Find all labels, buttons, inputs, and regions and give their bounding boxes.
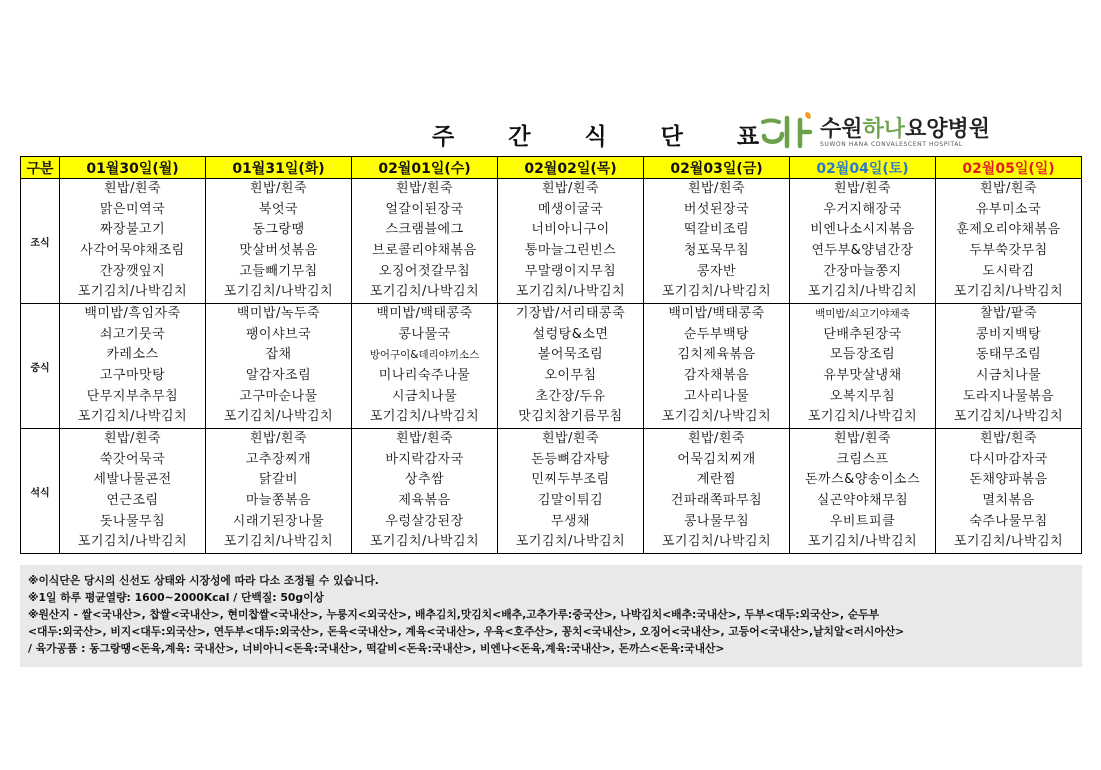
- menu-item: 포기김치/나박김치: [77, 409, 188, 425]
- menu-item: 포기김치/나박김치: [807, 284, 918, 300]
- menu-item: 우거지해장국: [823, 201, 902, 217]
- menu-item: 포기김치/나박김치: [369, 409, 480, 425]
- note-line: <대두:외국산>, 비지<대두:외국산>, 연두부<대두:외국산>, 돈육<국내산>, 계육<국내산>, 우육<호주산>, 꽁치<국내산>, 오징어<국내산>, 고등어<국내산>,날치알<러시아산>: [28, 625, 905, 638]
- menu-item: 시래기된장나물: [232, 513, 325, 529]
- menu-item: 청포묵무침: [683, 242, 750, 258]
- menu-item: 포기김치/나박김치: [515, 284, 626, 300]
- menu-item: 우비트피클: [829, 513, 896, 529]
- menu-item: 오복지무침: [829, 388, 896, 404]
- note-line: ※원산지 - 쌀<국내산>, 찹쌀<국내산>, 현미찹쌀<국내산>, 누룽지<외국산>, 배추김치,맛김치<배추,고추가루:중국산>, 나박김치<배추:국내산>, 두부<대두:외국산>, 순두부: [28, 608, 880, 621]
- header-day: 02월02일(목): [498, 157, 644, 179]
- menu-item: 포기김치/나박김치: [661, 534, 772, 550]
- menu-item: 포기김치/나박김치: [77, 284, 188, 300]
- header-day: 02월04일(토): [790, 157, 936, 179]
- menu-item: 버섯된장국: [683, 201, 750, 217]
- menu-item: 카레소스: [106, 347, 159, 363]
- menu-cell: [206, 304, 352, 429]
- menu-item: 돈등뼈감자탕: [531, 451, 610, 467]
- meal-row: [21, 179, 1082, 304]
- menu-cell: [498, 304, 644, 429]
- header-day: 01월31일(화): [206, 157, 352, 179]
- menu-item: 사각어묵야채조림: [80, 242, 185, 258]
- menu-item: 두부쑥갓무침: [969, 242, 1048, 258]
- menu-item: 흰밥/흰죽: [541, 181, 600, 196]
- notes-panel: [20, 565, 1082, 667]
- menu-item: 흰밥/흰죽: [395, 181, 454, 196]
- menu-item: 흰밥/흰죽: [103, 431, 162, 446]
- menu-cell: [936, 179, 1082, 304]
- menu-item: 상추쌈: [404, 472, 445, 488]
- menu-cell: [644, 429, 790, 554]
- header-gubun: 구분: [21, 157, 60, 179]
- hana-logo-icon: [760, 110, 816, 150]
- menu-item: 콩나물무침: [683, 513, 750, 529]
- menu-item: 포기김치/나박김치: [807, 409, 918, 425]
- menu-item: 흰밥/흰죽: [541, 431, 600, 446]
- menu-item: 브로콜리야채볶음: [372, 242, 477, 258]
- menu-cell: [60, 429, 206, 554]
- menu-item: 연두부&양념간장: [811, 242, 914, 258]
- menu-item: 미나리숙주나물: [378, 367, 471, 383]
- note-line: / 육가공품 : 동그랑땡<돈육,계육: 국내산>, 너비아니<돈육:국내산>, 떡갈비<돈육:국내산>, 비엔나<돈육,계육:국내산>, 돈까스<돈육:국내산>: [28, 642, 725, 655]
- menu-item: 통마늘그린빈스: [524, 242, 617, 258]
- menu-item: 너비아니구이: [531, 222, 610, 238]
- menu-item: 닭갈비: [258, 472, 299, 488]
- menu-item: 메생이굴국: [537, 201, 604, 217]
- menu-item: 고구마맛탕: [99, 367, 166, 383]
- menu-cell: [206, 429, 352, 554]
- note-line: ※이식단은 당시의 신선도 상태와 시장성에 따라 다소 조정될 수 있습니다.: [28, 574, 379, 587]
- header-day: 02월03일(금): [644, 157, 790, 179]
- menu-item: 순두부백탕: [683, 326, 750, 342]
- menu-item: 백미밥/백태콩죽: [668, 306, 765, 321]
- menu-item: 바지락감자국: [385, 451, 464, 467]
- menu-item: 도시락김: [982, 263, 1035, 279]
- menu-item: 훈제오리야채볶음: [956, 222, 1061, 238]
- menu-item: 흰밥/흰죽: [687, 431, 746, 446]
- menu-item: 포기김치/나박김치: [223, 409, 334, 425]
- menu-item: 도라지나물볶음: [962, 388, 1055, 404]
- menu-item: 건파래쪽파무침: [670, 492, 763, 508]
- menu-item: 동태무조림: [975, 347, 1042, 363]
- menu-item: 포기김치/나박김치: [953, 284, 1064, 300]
- menu-item: 동그랑땡: [252, 222, 305, 238]
- menu-item: 실곤약야채무침: [816, 492, 909, 508]
- menu-item: 고추장찌개: [245, 451, 312, 467]
- menu-cell: [352, 179, 498, 304]
- menu-item: 다시마감자국: [969, 451, 1048, 467]
- meal-label: 석식: [21, 429, 60, 554]
- menu-item: 알감자조림: [245, 367, 312, 383]
- menu-item: 민찌두부조림: [531, 472, 610, 488]
- menu-cell: [936, 429, 1082, 554]
- menu-item: 스크램블에그: [385, 222, 464, 238]
- menu-item: 고사리나물: [683, 388, 750, 404]
- menu-item: 떡갈비조림: [683, 222, 750, 238]
- menu-item: 방어구이&데리야끼소스: [369, 349, 480, 362]
- menu-item: 쇠고기뭇국: [99, 326, 166, 342]
- menu-item: 포기김치/나박김치: [661, 409, 772, 425]
- menu-cell: [498, 429, 644, 554]
- menu-cell: [790, 304, 936, 429]
- menu-item: 맛김치참기름무침: [518, 409, 623, 425]
- meal-row: [21, 429, 1082, 554]
- menu-item: 쑥갓어묵국: [99, 451, 166, 467]
- menu-cell: [206, 179, 352, 304]
- menu-cell: [498, 179, 644, 304]
- menu-cell: [352, 304, 498, 429]
- menu-item: 유부맛살냉채: [823, 367, 902, 383]
- menu-cell: [60, 179, 206, 304]
- menu-item: 콩나물국: [398, 326, 451, 342]
- menu-cell: [644, 304, 790, 429]
- menu-item: 기장밥/서리태콩죽: [515, 306, 626, 321]
- hospital-subtitle: SUWON HANA CONVALESCENT HOSPITAL: [820, 141, 963, 148]
- menu-item: 찰밥/팥죽: [979, 306, 1038, 321]
- menu-item: 초간장/두유: [535, 388, 606, 404]
- menu-item: 고구마순나물: [239, 388, 318, 404]
- menu-cell: [644, 179, 790, 304]
- header-day: 01월30일(월): [60, 157, 206, 179]
- menu-item: 오징어젓갈무침: [378, 263, 471, 279]
- menu-item: 계란찜: [696, 472, 737, 488]
- page-title: 주 간 식 단 표: [432, 124, 783, 150]
- menu-item: 간장깻잎지: [99, 263, 166, 279]
- menu-item: 흰밥/흰죽: [833, 181, 892, 196]
- hospital-logo: [760, 108, 1060, 154]
- menu-item: 얼갈이된장국: [385, 201, 464, 217]
- menu-item: 북엇국: [258, 201, 299, 217]
- menu-item: 잡채: [265, 347, 292, 363]
- menu-item: 오이무침: [544, 367, 597, 383]
- menu-item: 흰밥/흰죽: [395, 431, 454, 446]
- menu-item: 멸치볶음: [982, 492, 1035, 508]
- menu-item: 포기김치/나박김치: [515, 534, 626, 550]
- menu-cell: [790, 179, 936, 304]
- menu-item: 단무지부추무침: [86, 388, 179, 404]
- menu-item: 시금치나물: [975, 367, 1042, 383]
- menu-item: 맑은미역국: [99, 201, 166, 217]
- menu-item: 포기김치/나박김치: [953, 409, 1064, 425]
- menu-item: 김치제육볶음: [677, 347, 756, 363]
- menu-item: 비엔나소시지볶음: [810, 222, 915, 238]
- menu-item: 돈채양파볶음: [969, 472, 1048, 488]
- menu-item: 흰밥/흰죽: [103, 181, 162, 196]
- menu-item: 모듬장조림: [829, 347, 896, 363]
- menu-item: 크림스프: [836, 451, 889, 467]
- menu-item: 콩비지백탕: [975, 326, 1042, 342]
- menu-item: 설렁탕&소면: [532, 326, 609, 342]
- menu-item: 포기김치/나박김치: [807, 534, 918, 550]
- menu-item: 마늘쫑볶음: [245, 492, 312, 508]
- menu-item: 숙주나물무침: [969, 513, 1048, 529]
- menu-item: 흰밥/흰죽: [833, 431, 892, 446]
- menu-item: 포기김치/나박김치: [661, 284, 772, 300]
- menu-item: 감자채볶음: [683, 367, 750, 383]
- menu-cell: [936, 304, 1082, 429]
- menu-item: 콩자반: [696, 263, 737, 279]
- menu-item: 볼어묵조림: [537, 347, 604, 363]
- menu-item: 백미밥/쇠고기야채죽: [815, 308, 910, 320]
- menu-item: 우렁살강된장: [385, 513, 464, 529]
- header-day: 02월05일(일): [936, 157, 1082, 179]
- menu-item: 백미밥/흑임자죽: [84, 306, 181, 321]
- menu-item: 시금치나물: [391, 388, 458, 404]
- menu-item: 포기김치/나박김치: [953, 534, 1064, 550]
- hospital-name: 수원하나요양병원: [820, 117, 991, 142]
- menu-item: 짜장불고기: [99, 222, 166, 238]
- menu-item: 고들빼기무침: [239, 263, 318, 279]
- menu-item: 무말랭이지무침: [524, 263, 617, 279]
- menu-item: 포기김치/나박김치: [77, 534, 188, 550]
- menu-item: 포기김치/나박김치: [223, 284, 334, 300]
- header-row: [21, 157, 1082, 179]
- menu-item: 흰밥/흰죽: [979, 181, 1038, 196]
- menu-item: 김말이튀김: [537, 492, 604, 508]
- menu-item: 흰밥/흰죽: [249, 431, 308, 446]
- menu-item: 간장마늘쫑지: [823, 263, 902, 279]
- menu-item: 백미밥/백태콩죽: [376, 306, 473, 321]
- menu-cell: [352, 429, 498, 554]
- menu-item: 유부미소국: [975, 201, 1042, 217]
- meal-label: 조식: [21, 179, 60, 304]
- header-day: 02월01일(수): [352, 157, 498, 179]
- note-line: ※1일 하루 평균열량: 1600~2000Kcal / 단백질: 50g이상: [28, 591, 324, 604]
- menu-item: 맛살버섯볶음: [239, 242, 318, 258]
- weekly-menu-table: [20, 156, 1082, 554]
- menu-item: 포기김치/나박김치: [223, 534, 334, 550]
- menu-item: 어묵김치찌개: [677, 451, 756, 467]
- menu-item: 세발나물콘전: [93, 472, 172, 488]
- menu-item: 돈까스&양송이소스: [804, 472, 921, 488]
- menu-item: 돗나물무침: [99, 513, 166, 529]
- menu-item: 흰밥/흰죽: [687, 181, 746, 196]
- menu-item: 연근조림: [106, 492, 159, 508]
- menu-cell: [790, 429, 936, 554]
- menu-item: 팽이샤브국: [245, 326, 312, 342]
- menu-item: 포기김치/나박김치: [369, 284, 480, 300]
- menu-item: 백미밥/녹두죽: [236, 306, 321, 321]
- menu-item: 흰밥/흰죽: [249, 181, 308, 196]
- menu-cell: [60, 304, 206, 429]
- menu-item: 단배추된장국: [823, 326, 902, 342]
- menu-item: 포기김치/나박김치: [369, 534, 480, 550]
- meal-row: [21, 304, 1082, 429]
- menu-item: 제육볶음: [398, 492, 451, 508]
- menu-item: 무생채: [550, 513, 591, 529]
- menu-item: 흰밥/흰죽: [979, 431, 1038, 446]
- meal-label: 중식: [21, 304, 60, 429]
